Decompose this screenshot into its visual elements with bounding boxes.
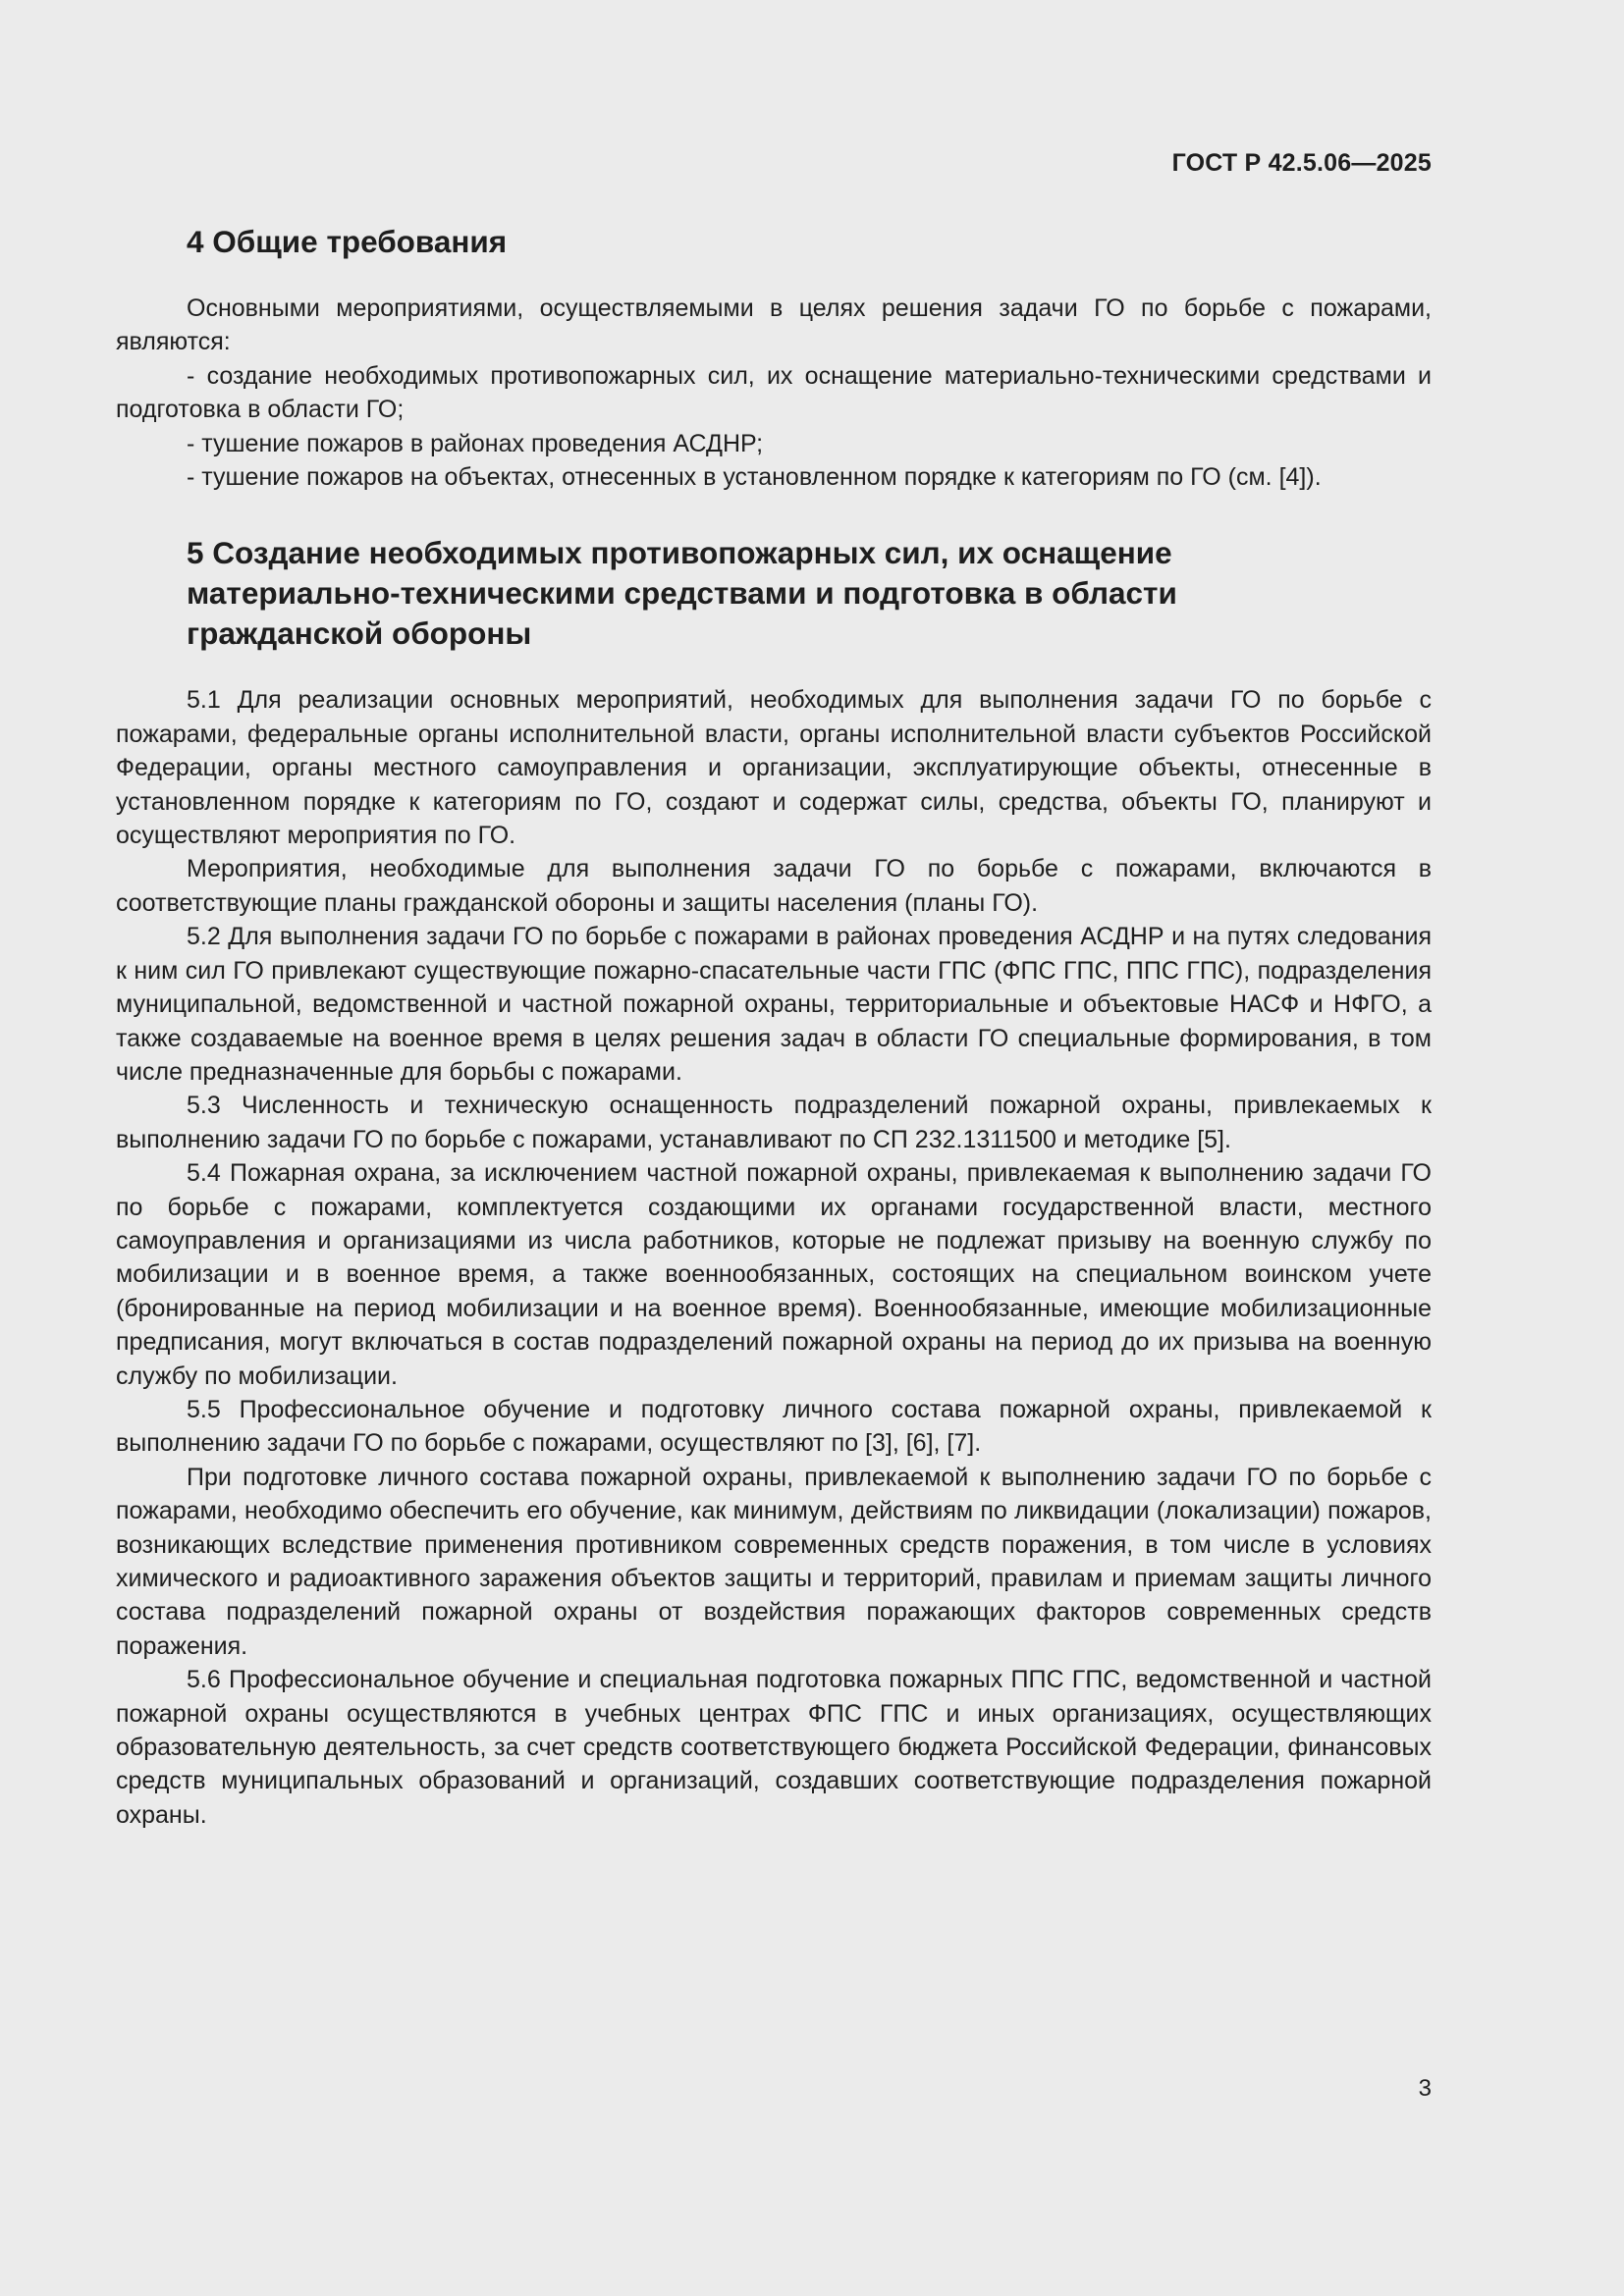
section-5-title: 5 Создание необходимых противопожарных сил, их оснащение материально-техническими средствами и подготовка в области гражданской обороны <box>187 535 1177 652</box>
page-number: 3 <box>1418 2075 1432 2102</box>
paragraph: При подготовке личного состава пожарной охраны, привлекаемой к выполнению задачи ГО по борьбе с пожарами, необходимо обеспечить его обучение, как минимум, действиям по ликвидации (локализации) пожаров, возникающих вследствие применения противником современных средств поражения, в том числе в условиях химического и радиоактивного заражения объектов защиты и территорий, правилам и приемам защиты личного состава подразделений пожарной охраны от воздействия поражающих факторов современных средств поражения. <box>116 1463 1432 1660</box>
paragraph: Основными мероприятиями, осуществляемыми в целях решения задачи ГО по борьбе с пожарами, являются: <box>116 294 1432 356</box>
document-code-header: ГОСТ Р 42.5.06—2025 <box>1171 149 1432 177</box>
paragraph: 5.5 Профессиональное обучение и подготовку личного состава пожарной охраны, привлекаемой к выполнению задачи ГО по борьбе с пожарами, осуществляют по [3], [6], [7]. <box>116 1395 1432 1458</box>
list-item: - создание необходимых противопожарных сил, их оснащение материально-техническими средствами и подготовка в области ГО; <box>116 361 1432 424</box>
page-content <box>116 222 1432 1832</box>
paragraph: 5.4 Пожарная охрана, за исключением частной пожарной охраны, привлекаемая к выполнению задачи ГО по борьбе с пожарами, комплектуется создающими их органами государственной власти, местного самоуправления и организациями из числа работников, которые не подлежат призыву на военную службу по мобилизации и в военное время, а также военнообязанных, состоящих на специальном воинском учете (бронированные на период мобилизации и на военное время). Военнообязанные, имеющие мобилизационные предписания, могут включаться в состав подразделений пожарной охраны на период до их призыва на военную службу по мобилизации. <box>116 1159 1432 1390</box>
list-item: - тушение пожаров на объектах, отнесенных в установленном порядке к категориям по ГО (см. [4]). <box>187 463 1322 492</box>
paragraph: 5.1 Для реализации основных мероприятий, необходимых для выполнения задачи ГО по борьбе с пожарами, федеральные органы исполнительной власти, органы исполнительной власти субъектов Российской Федерации, органы местного самоуправления и организации, эксплуатирующие объекты, отнесенные в установленном порядке к категориям по ГО, создают и содержат силы, средства, объекты ГО, планируют и осуществляют мероприятия по ГО. <box>116 686 1432 850</box>
section-5-body <box>116 683 1432 1832</box>
section-4-title: 4 Общие требования <box>187 224 508 259</box>
paragraph: 5.3 Численность и техническую оснащенность подразделений пожарной охраны, привлекаемых к выполнению задачи ГО по борьбе с пожарами, устанавливают по СП 232.1311500 и методике [5]. <box>116 1092 1432 1153</box>
paragraph: Мероприятия, необходимые для выполнения задачи ГО по борьбе с пожарами, включаются в соответствующие планы гражданской обороны и защиты населения (планы ГО). <box>116 855 1432 917</box>
paragraph: 5.6 Профессиональное обучение и специальная подготовка пожарных ППС ГПС, ведомственной и частной пожарной охраны осуществляются в учебных центрах ФПС ГПС и иных организациях, осуществляющих образовательную деятельность, за счет средств соответствующего бюджета Российской Федерации, финансовых средств муниципальных образований и организаций, создавших соответствующие подразделения пожарной охраны. <box>116 1666 1432 1829</box>
list-item: - тушение пожаров в районах проведения АСДНР; <box>187 429 764 457</box>
section-4-body <box>116 292 1432 494</box>
paragraph: 5.2 Для выполнения задачи ГО по борьбе с пожарами в районах проведения АСДНР и на путях следования к ним сил ГО привлекают существующие пожарно-спасательные части ГПС (ФПС ГПС, ППС ГПС), подразделения муниципальной, ведомственной и частной пожарной охраны, территориальные и объектовые НАСФ и НФГО, а также создаваемые на военное время в целях решения задач в области ГО специальные формирования, в том числе предназначенные для борьбы с пожарами. <box>116 923 1432 1086</box>
